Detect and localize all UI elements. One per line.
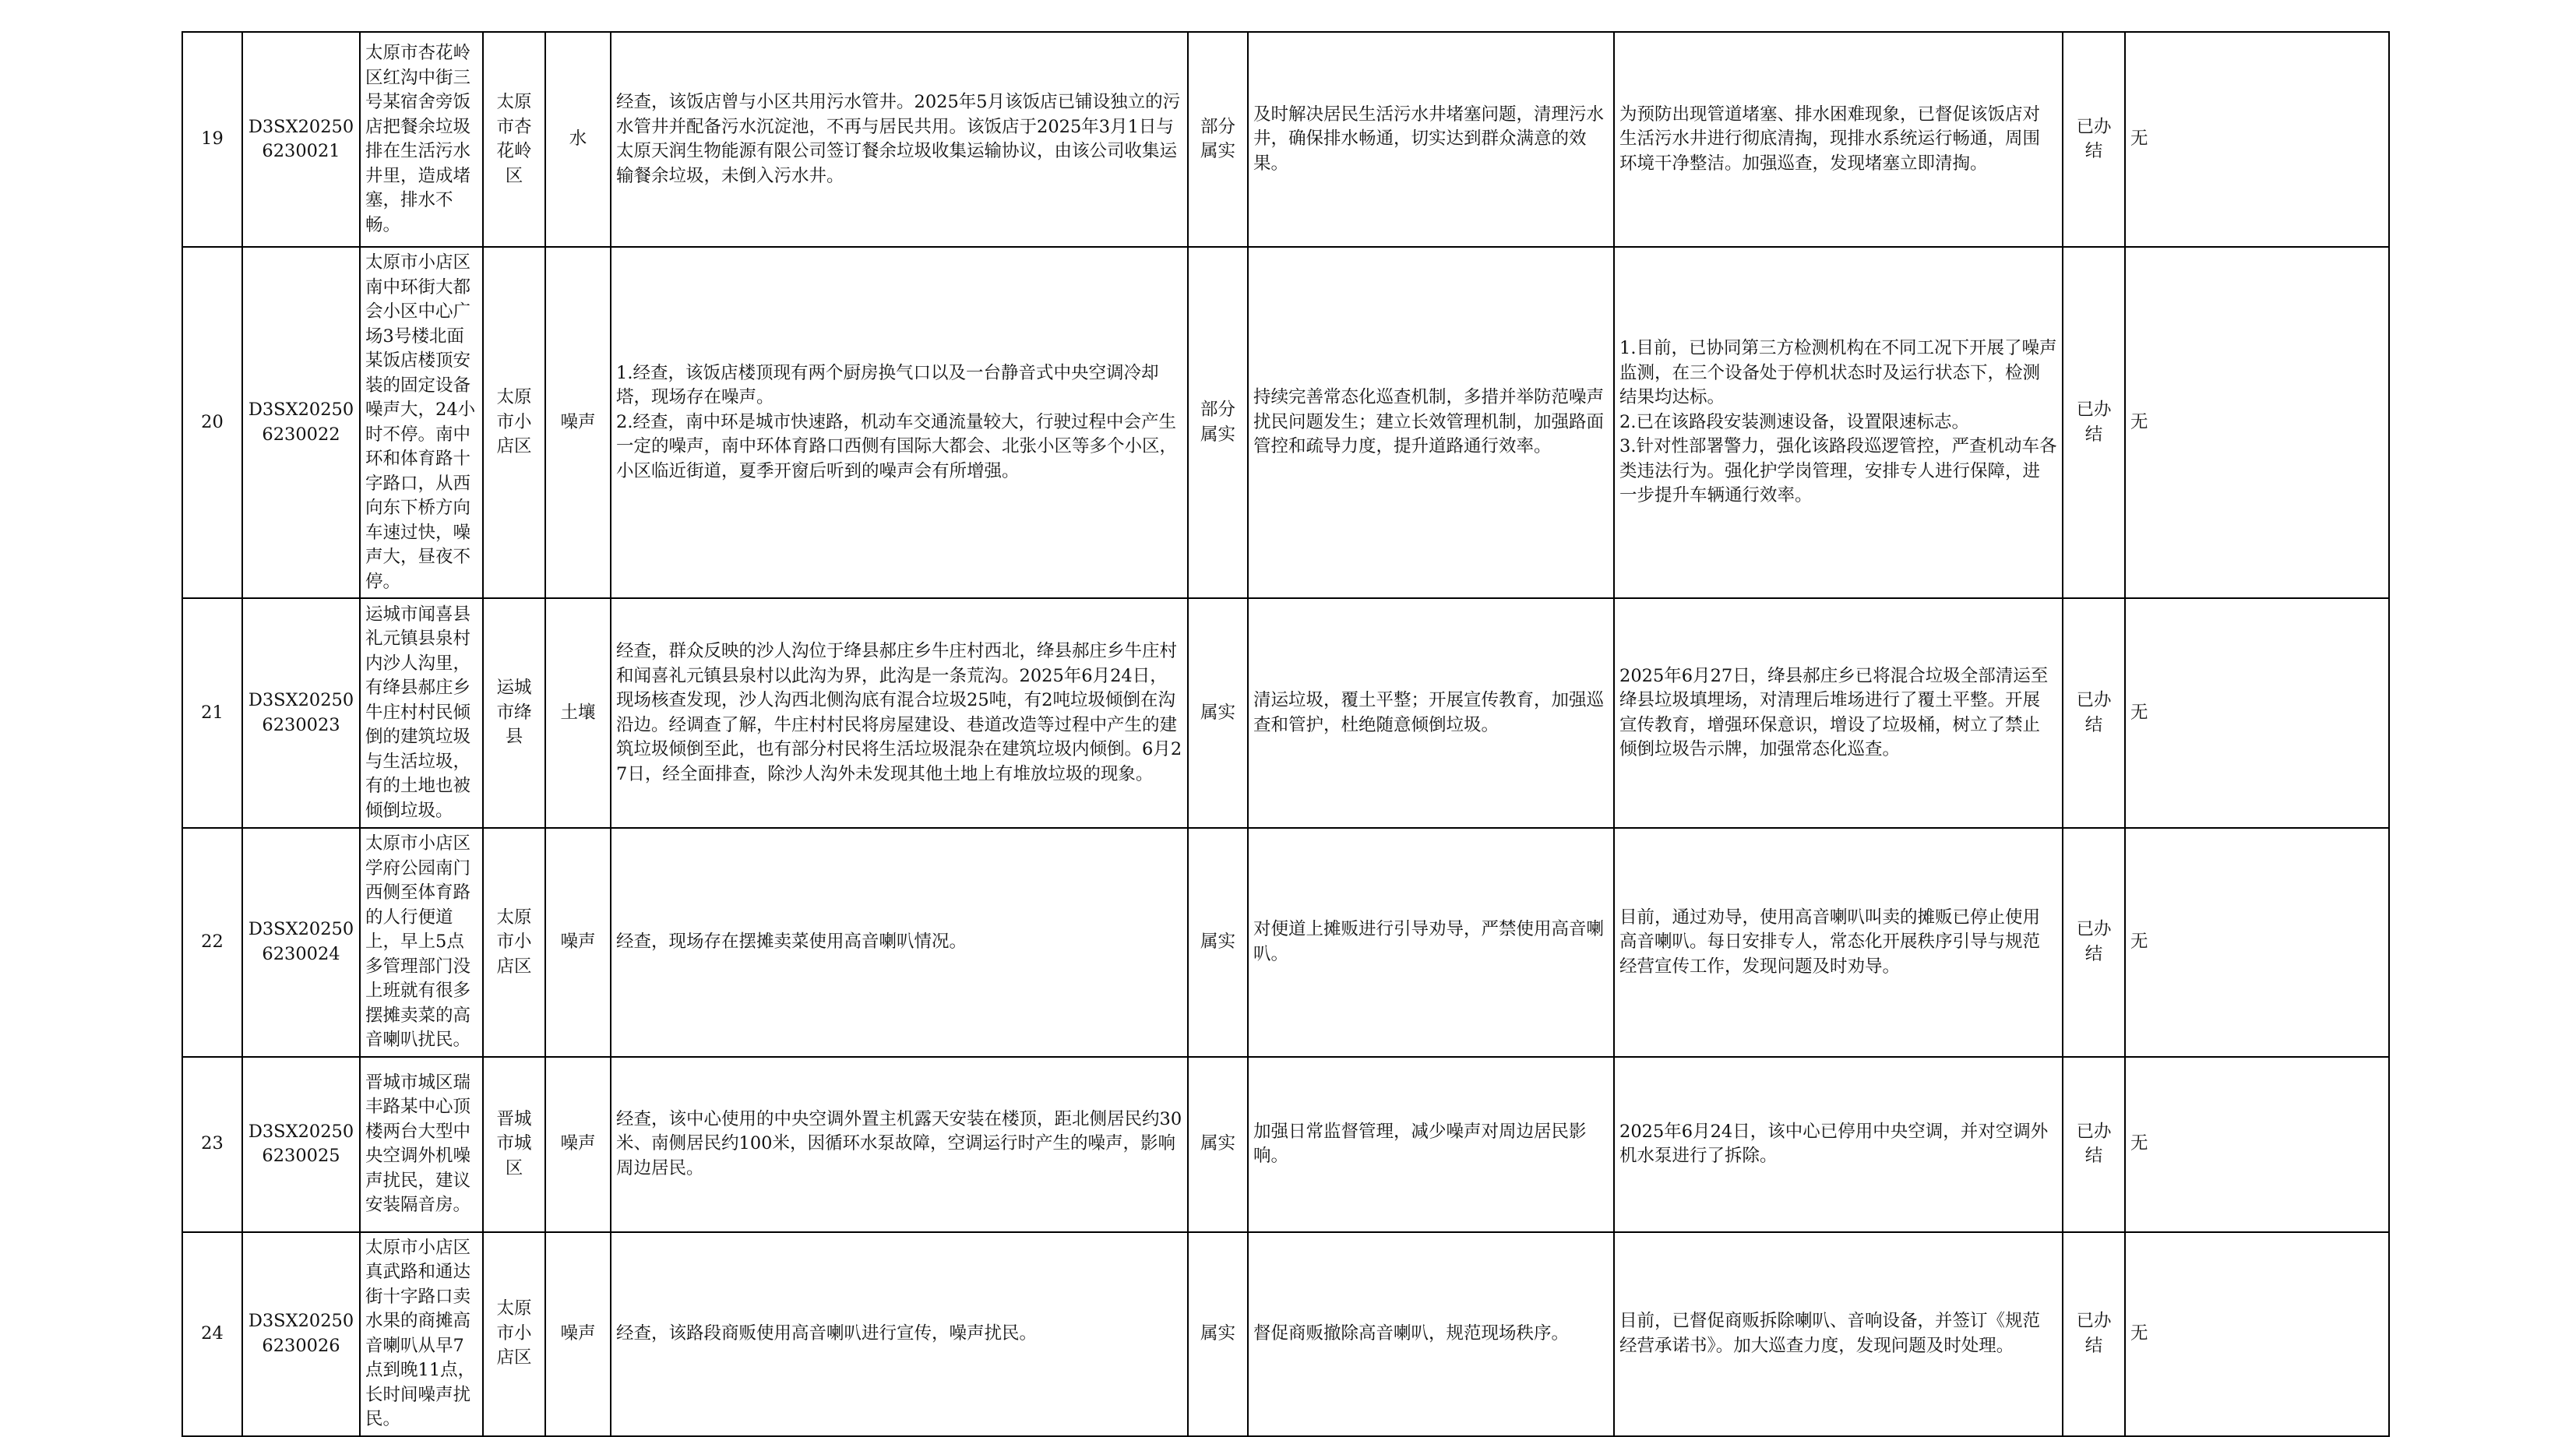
- district: 晋城市城区: [483, 1057, 545, 1232]
- investigation-result: 经查，该路段商贩使用高音喇叭进行宣传，噪声扰民。: [611, 1232, 1188, 1436]
- case-id: D3SX202506230021: [242, 32, 360, 247]
- accountability: 无: [2125, 247, 2389, 598]
- complaint-text: 太原市小店区南中环街大都会小区中心广场3号楼北面某饭店楼顶安装的固定设备噪声大，24小时不停。南中环和体育路十字路口，从西向东下桥方向车速过快，噪声大，昼夜不停。: [360, 247, 483, 598]
- accountability: 无: [2125, 598, 2389, 828]
- rectification-measures: 持续完善常态化巡查机制，多措并举防范噪声扰民问题发生；建立长效管理机制，加强路面管控和疏导力度，提升道路通行效率。: [1248, 247, 1614, 598]
- row-number: 24: [182, 1232, 242, 1436]
- row-number: 21: [182, 598, 242, 828]
- table-row: [182, 1232, 2389, 1436]
- complaint-text: 太原市小店区学府公园南门西侧至体育路的人行便道上，早上5点多管理部门没上班就有很多摆摊卖菜的高音喇叭扰民。: [360, 828, 483, 1057]
- district: 太原市小店区: [483, 1232, 545, 1436]
- investigation-result: 经查，该中心使用的中央空调外置主机露天安装在楼顶，距北侧居民约30米、南侧居民约100米，因循环水泵故障，空调运行时产生的噪声，影响周边居民。: [611, 1057, 1188, 1232]
- rectification-progress: 1.目前，已协同第三方检测机构在不同工况下开展了噪声监测，在三个设备处于停机状态时及运行状态下，检测结果均达标。 2.已在该路段安装测速设备，设置限速标志。 3.针对性部署警力，强化该路段巡逻管控，严查机动车各类违法行为。强化护学岗管理，安排专人进行保障，进一步提升车辆通行效率。: [1614, 247, 2063, 598]
- pollution-category: 噪声: [545, 1232, 611, 1436]
- investigation-result: 1.经查，该饭店楼顶现有两个厨房换气口以及一台静音式中央空调冷却塔，现场存在噪声。 2.经查，南中环是城市快速路，机动车交通流量较大，行驶过程中会产生一定的噪声，南中环体育路口西侧有国际大都会、北张小区等多个小区，小区临近街道，夏季开窗后听到的噪声会有所增强。: [611, 247, 1188, 598]
- handling-status: 已办结: [2063, 598, 2125, 828]
- verdict: 属实: [1188, 1232, 1248, 1436]
- row-number: 20: [182, 247, 242, 598]
- investigation-result: 经查，现场存在摆摊卖菜使用高音喇叭情况。: [611, 828, 1188, 1057]
- district: 太原市杏花岭区: [483, 32, 545, 247]
- verdict: 属实: [1188, 598, 1248, 828]
- complaint-text: 太原市杏花岭区红沟中街三号某宿舍旁饭店把餐余垃圾排在生活污水井里，造成堵塞，排水不畅。: [360, 32, 483, 247]
- accountability: 无: [2125, 828, 2389, 1057]
- investigation-result: 经查，该饭店曾与小区共用污水管井。2025年5月该饭店已铺设独立的污水管井并配备污水沉淀池，不再与居民共用。该饭店于2025年3月1日与太原天润生物能源有限公司签订餐余垃圾收集运输协议，由该公司收集运输餐余垃圾，未倒入污水井。: [611, 32, 1188, 247]
- rectification-progress: 目前，通过劝导，使用高音喇叭叫卖的摊贩已停止使用高音喇叭。每日安排专人，常态化开展秩序引导与规范经营宣传工作，发现问题及时劝导。: [1614, 828, 2063, 1057]
- investigation-result: 经查，群众反映的沙人沟位于绛县郝庄乡牛庄村西北，绛县郝庄乡牛庄村和闻喜礼元镇县泉村以此沟为界，此沟是一条荒沟。2025年6月24日，现场核查发现，沙人沟西北侧沟底有混合垃圾25吨，有2吨垃圾倾倒在沟沿边。经调查了解，牛庄村村民将房屋建设、巷道改造等过程中产生的建筑垃圾倾倒至此，也有部分村民将生活垃圾混杂在建筑垃圾内倾倒。6月27日，经全面排查，除沙人沟外未发现其他土地上有堆放垃圾的现象。: [611, 598, 1188, 828]
- row-number: 22: [182, 828, 242, 1057]
- rectification-progress: 为预防出现管道堵塞、排水困难现象，已督促该饭店对生活污水井进行彻底清掏，现排水系统运行畅通，周围环境干净整洁。加强巡查，发现堵塞立即清掏。: [1614, 32, 2063, 247]
- handling-status: 已办结: [2063, 32, 2125, 247]
- complaint-text: 太原市小店区真武路和通达街十字路口卖水果的商摊高音喇叭从早7点到晚11点，长时间噪声扰民。: [360, 1232, 483, 1436]
- rectification-progress: 目前，已督促商贩拆除喇叭、音响设备，并签订《规范经营承诺书》。加大巡查力度，发现问题及时处理。: [1614, 1232, 2063, 1436]
- case-id: D3SX202506230022: [242, 247, 360, 598]
- district: 太原市小店区: [483, 828, 545, 1057]
- case-id: D3SX202506230025: [242, 1057, 360, 1232]
- case-id: D3SX202506230023: [242, 598, 360, 828]
- case-id: D3SX202506230024: [242, 828, 360, 1057]
- handling-status: 已办结: [2063, 1232, 2125, 1436]
- table-row: [182, 828, 2389, 1057]
- rectification-measures: 督促商贩撤除高音喇叭，规范现场秩序。: [1248, 1232, 1614, 1436]
- handling-status: 已办结: [2063, 828, 2125, 1057]
- complaint-text: 晋城市城区瑞丰路某中心顶楼两台大型中央空调外机噪声扰民，建议安装隔音房。: [360, 1057, 483, 1232]
- verdict: 属实: [1188, 1057, 1248, 1232]
- accountability: 无: [2125, 1057, 2389, 1232]
- pollution-category: 土壤: [545, 598, 611, 828]
- table-row: [182, 32, 2389, 247]
- case-id: D3SX202506230026: [242, 1232, 360, 1436]
- handling-status: 已办结: [2063, 1057, 2125, 1232]
- verdict: 部分属实: [1188, 247, 1248, 598]
- rectification-measures: 加强日常监督管理，减少噪声对周边居民影响。: [1248, 1057, 1614, 1232]
- complaint-text: 运城市闻喜县礼元镇县泉村内沙人沟里，有绛县郝庄乡牛庄村村民倾倒的建筑垃圾与生活垃圾，有的土地也被倾倒垃圾。: [360, 598, 483, 828]
- pollution-category: 水: [545, 32, 611, 247]
- rectification-measures: 清运垃圾，覆土平整；开展宣传教育，加强巡查和管护，杜绝随意倾倒垃圾。: [1248, 598, 1614, 828]
- accountability: 无: [2125, 1232, 2389, 1436]
- handling-status: 已办结: [2063, 247, 2125, 598]
- row-number: 23: [182, 1057, 242, 1232]
- pollution-category: 噪声: [545, 247, 611, 598]
- rectification-measures: 对便道上摊贩进行引导劝导，严禁使用高音喇叭。: [1248, 828, 1614, 1057]
- rectification-progress: 2025年6月24日，该中心已停用中央空调，并对空调外机水泵进行了拆除。: [1614, 1057, 2063, 1232]
- pollution-category: 噪声: [545, 828, 611, 1057]
- row-number: 19: [182, 32, 242, 247]
- petition-table: [181, 31, 2390, 1437]
- verdict: 部分属实: [1188, 32, 1248, 247]
- pollution-category: 噪声: [545, 1057, 611, 1232]
- accountability: 无: [2125, 32, 2389, 247]
- table-row: [182, 598, 2389, 828]
- table-row: [182, 247, 2389, 598]
- district: 运城市绛县: [483, 598, 545, 828]
- verdict: 属实: [1188, 828, 1248, 1057]
- table-row: [182, 1057, 2389, 1232]
- rectification-progress: 2025年6月27日，绛县郝庄乡已将混合垃圾全部清运至绛县垃圾填埋场，对清理后堆场进行了覆土平整。开展宣传教育，增强环保意识，增设了垃圾桶，树立了禁止倾倒垃圾告示牌，加强常态化巡查。: [1614, 598, 2063, 828]
- rectification-measures: 及时解决居民生活污水井堵塞问题，清理污水井，确保排水畅通，切实达到群众满意的效果。: [1248, 32, 1614, 247]
- table-body: [182, 32, 2389, 1436]
- district: 太原市小店区: [483, 247, 545, 598]
